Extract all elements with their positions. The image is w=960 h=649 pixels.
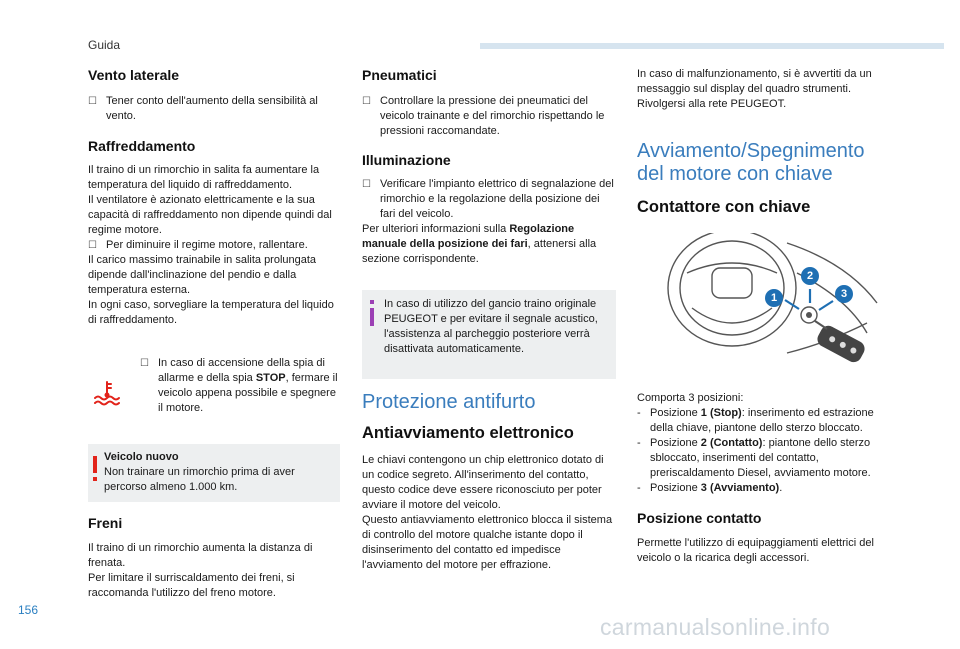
exclamation-icon [91,456,99,482]
illuminazione-bullet: ☐ Verificare l'impianto elettrico di segnalazione del rimorchio e la regolazione della posizione dei fari del veicolo. [362,178,614,220]
check-bullet-icon: ☐ [362,96,371,107]
header-bar [480,43,944,49]
illuminazione-title: Illuminazione [362,152,451,168]
check-bullet-icon: ☐ [88,240,97,251]
alert-title: Veicolo nuovo [104,451,179,463]
freni-p1: Il traino di un rimorchio aumenta la distanza di frenata. [88,542,313,569]
header-label: Guida [88,38,121,52]
posizione-contatto-title: Posizione contatto [637,510,762,526]
vento-bullet: ☐ Tener conto dell'aumento della sensibilità al vento. [88,95,318,122]
callout-3: 3 [835,285,853,303]
warning-text: In caso di accensione della spia di allarme e della spia STOP, fermare il veicolo appena possibile e spegnere il motore. [158,357,338,414]
info-text: In caso di utilizzo del gancio traino originale PEUGEOT e per evitare il segnale acustico, l'assistenza al parcheggio posteriore verrà disattivata automaticamente. [384,298,598,355]
raffreddamento-bullet: ☐ Per diminuire il regime motore, rallentare. [88,239,308,251]
vento-title: Vento laterale [88,67,180,83]
check-bullet-icon: ☐ [140,358,149,369]
antiavviamento-title: Antiavviamento elettronico [362,424,574,442]
posizioni-intro: Comporta 3 posizioni: [637,392,744,404]
malfunzionamento-text: In caso di malfunzionamento, si è avvertiti da un messaggio sul display del quadro strumenti. Rivolgersi alla rete PEUGEOT. [637,68,872,110]
avviamento-title: Avviamento/Spegnimento del motore con chiave [637,140,865,185]
antiavviamento-p1: Le chiavi contengono un chip elettronico dotato di un codice segreto. All'inserimento del contatto, questo codice deve essere riconosciuto per poter avviare il motore del veicolo. [362,454,604,511]
check-bullet-icon: ☐ [362,179,371,190]
posizione-contatto-text: Permette l'utilizzo di equipaggiamenti elettrici del veicolo o la ricarica degli accessori. [637,537,874,564]
check-bullet-icon: ☐ [88,96,97,107]
coolant-temperature-icon [92,380,122,406]
info-box [362,290,616,379]
posizione-1: - Posizione 1 (Stop): inserimento ed estrazione della chiave, piantone dello sterzo bloccato. [637,407,874,434]
info-icon [368,300,376,326]
freni-p2: Per limitare il surriscaldamento dei freni, si raccomanda l'utilizzo del freno motore. [88,572,295,599]
raffreddamento-p4: In ogni caso, sorvegliare la temperatura del liquido di raffreddamento. [88,299,334,326]
alert-box [88,444,340,502]
raffreddamento-p3: Il carico massimo trainabile in salita prolungata dipende dall'inclinazione del pendio e dalla temperatura esterna. [88,254,317,296]
freni-title: Freni [88,515,123,531]
posizione-2: - Posizione 2 (Contatto): piantone dello sterzo sbloccato, inserimenti del contatto, preriscaldamento Diesel, avviamento motore. [637,437,871,479]
raffreddamento-p1: Il traino di un rimorchio in salita fa aumentare la temperatura del liquido di raffreddamento. [88,164,320,191]
watermark: carmanualsonline.info [600,614,831,640]
warning-block [88,356,340,426]
column-right [637,62,897,566]
raffreddamento-title: Raffreddamento [88,138,196,154]
antiavviamento-p2: Questo antiavviamento elettronico blocca il sistema di controllo del motore qualche istante dopo il disinserimento del contatto ed impedisce l'avviamento del motore per effrazione. [362,514,613,571]
raffreddamento-p2: Il ventilatore è azionato elettricamente e la sua capacità di raffreddamento non dipende quindi dal regime motore. [88,194,332,236]
column-middle [362,62,616,573]
callout-1: 1 [765,289,783,307]
column-left [88,62,340,601]
callout-2: 2 [801,267,819,285]
page-number: 156 [18,603,39,617]
pneumatici-bullet: ☐ Controllare la pressione dei pneumatici del veicolo trainante e del rimorchio rispettando le pressioni raccomandate. [362,95,605,137]
pneumatici-title: Pneumatici [362,67,437,83]
protezione-title: Protezione antifurto [362,391,536,413]
alert-text: Non trainare un rimorchio prima di aver percorso almeno 1.000 km. [104,466,295,493]
ignition-illustration [637,233,897,373]
contattore-title: Contattore con chiave [637,198,811,216]
illuminazione-p: Per ulteriori informazioni sulla Regolazione manuale della posizione dei fari, attenersi alla sezione corrispondente. [362,223,597,265]
posizione-3: - Posizione 3 (Avviamento). [637,482,783,494]
